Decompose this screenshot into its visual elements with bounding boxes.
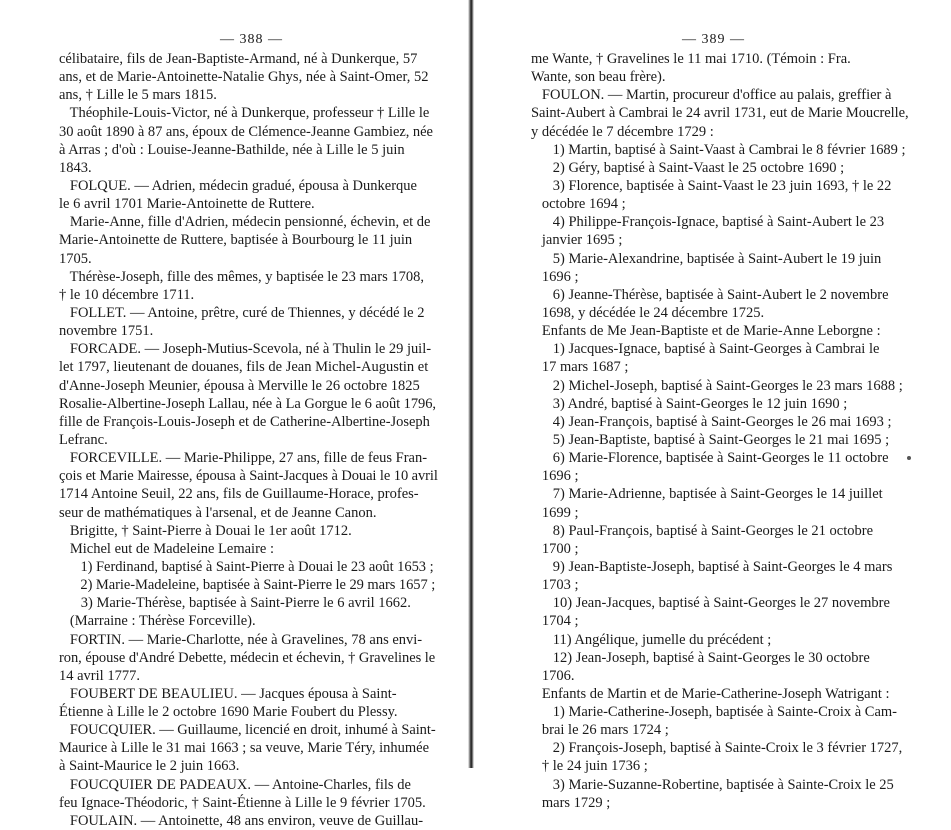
text-line: célibataire, fils de Jean-Baptiste-Armand, né à Dunkerque, 57: [59, 51, 418, 67]
text-line: 17 mars 1687 ;: [531, 359, 629, 376]
text-line: à Arras ; d'où : Louise-Jeanne-Bathilde, née à Lille le 5 juin: [59, 141, 405, 158]
text-line: Marie-Antoinette de Ruttere, baptisée à Bourbourg le 11 juin: [59, 232, 413, 249]
text-line: 8) Paul-François, baptisé à Saint-Georges le 21 octobre: [531, 522, 874, 539]
text-line: ans, † Lille le 5 mars 1815.: [59, 87, 217, 104]
text-line: 4) Jean-François, baptisé à Saint-Georges le 26 mai 1693 ;: [531, 413, 892, 430]
text-line: 12) Jean-Joseph, baptisé à Saint-Georges le 30 octobre: [531, 649, 870, 666]
text-line: 1714 Antoine Seuil, 22 ans, fils de Guillaume-Horace, profes-: [59, 486, 419, 503]
text-line: 11) Angélique, jumelle du précédent ;: [531, 631, 772, 648]
text-line: Saint-Aubert à Cambrai le 24 avril 1731, eut de Marie Moucrelle,: [531, 105, 909, 122]
text-line: 1706.: [531, 667, 575, 684]
text-line: 1) Martin, baptisé à Saint-Vaast à Cambrai le 8 février 1689 ;: [531, 141, 906, 158]
text-line: FOLQUE. — Adrien, médecin gradué, épousa à Dunkerque: [59, 177, 417, 194]
text-line: 1843.: [59, 159, 92, 176]
text-line: Étienne à Lille le 2 octobre 1690 Marie Foubert du Plessy.: [59, 704, 398, 721]
text-line: 2) Marie-Madeleine, baptisée à Saint-Pierre le 29 mars 1657 ;: [59, 577, 436, 594]
text-line: 14 avril 1777.: [59, 667, 140, 684]
text-line: 2) Géry, baptisé à Saint-Vaast le 25 octobre 1690 ;: [531, 159, 845, 176]
page-text: [59, 50, 438, 830]
text-line: FOUCQUIER DE PADEAUX. — Antoine-Charles, fils de: [59, 776, 411, 793]
page-number: — 389 —: [682, 32, 745, 47]
text-line: Enfants de Martin et de Marie-Catherine-Joseph Watrigant :: [531, 685, 890, 702]
text-line: janvier 1695 ;: [531, 232, 623, 249]
right-page: [478, 0, 951, 811]
text-line: 1703 ;: [531, 577, 579, 594]
text-line: seur de mathématiques à l'arsenal, et de Jeanne Canon.: [59, 504, 377, 521]
text-line: FOUBERT DE BEAULIEU. — Jacques épousa à Saint-: [59, 685, 397, 702]
text-line: 6) Marie-Florence, baptisée à Saint-Georges le 11 octobre: [531, 450, 889, 467]
text-line: † le 10 décembre 1711.: [59, 286, 195, 303]
text-line: 5) Jean-Baptiste, baptisé à Saint-Georges le 21 mai 1695 ;: [531, 431, 890, 448]
text-line: y décédée le 7 décembre 1729 :: [531, 123, 714, 140]
text-line: FORTIN. — Marie-Charlotte, née à Gravelines, 78 ans envi-: [59, 631, 423, 648]
text-line: Brigitte, † Saint-Pierre à Douai le 1er août 1712.: [59, 522, 352, 539]
text-line: 2) Michel-Joseph, baptisé à Saint-Georges le 23 mars 1688 ;: [531, 377, 903, 394]
text-line: FOULAIN. — Antoinette, 48 ans environ, veuve de Guillau-: [59, 812, 424, 829]
book-gutter: [468, 0, 474, 768]
page-number: — 388 —: [220, 32, 283, 47]
left-page: [0, 0, 470, 829]
text-line: ans, et de Marie-Antoinette-Natalie Ghys, née à Saint-Omer, 52: [59, 69, 429, 86]
text-line: FORCEVILLE. — Marie-Philippe, 27 ans, fille de feus Fran-: [59, 450, 428, 467]
text-line: me Wante, † Gravelines le 11 mai 1710. (Témoin : Fra.: [531, 51, 851, 67]
text-line: à Saint-Maurice le 2 juin 1663.: [59, 758, 240, 775]
text-line: 1705.: [59, 250, 92, 267]
text-line: 9) Jean-Baptiste-Joseph, baptisé à Saint-Georges le 4 mars: [531, 558, 893, 575]
text-line: Wante, son beau frère).: [531, 69, 666, 86]
text-line: Enfants de Me Jean-Baptiste et de Marie-Anne Leborgne :: [531, 323, 881, 340]
text-line: 30 août 1890 à 87 ans, époux de Clémence-Jeanne Gambiez, née: [59, 123, 433, 140]
text-line: çois et Marie Mairesse, épousa à Saint-Jacques à Douai le 10 avril: [59, 468, 438, 485]
text-line: brai le 26 mars 1724 ;: [531, 722, 669, 739]
text-line: let 1797, lieutenant de douanes, fils de Jean Michel-Augustin et: [59, 359, 429, 376]
text-line: Maurice à Lille le 31 mai 1663 ; sa veuve, Marie Téry, inhumée: [59, 740, 430, 757]
text-line: 1) Ferdinand, baptisé à Saint-Pierre à Douai le 23 août 1653 ;: [59, 558, 434, 575]
text-line: 3) André, baptisé à Saint-Georges le 12 juin 1690 ;: [531, 395, 848, 412]
text-line: FOUCQUIER. — Guillaume, licencié en droit, inhumé à Saint-: [59, 722, 436, 739]
text-line: d'Anne-Joseph Meunier, épousa à Merville le 26 octobre 1825: [59, 377, 420, 394]
ink-speck: [907, 456, 911, 460]
text-line: 7) Marie-Adrienne, baptisée à Saint-Georges le 14 juillet: [531, 486, 883, 503]
text-line: le 6 avril 1701 Marie-Antoinette de Ruttere.: [59, 196, 315, 213]
text-line: 4) Philippe-François-Ignace, baptisé à Saint-Aubert le 23: [531, 214, 885, 231]
text-line: novembre 1751.: [59, 323, 154, 340]
text-line: 1) Jacques-Ignace, baptisé à Saint-Georges à Cambrai le: [531, 341, 880, 358]
text-line: Michel eut de Madeleine Lemaire :: [59, 540, 274, 557]
text-line: 1696 ;: [531, 268, 579, 285]
text-line: mars 1729 ;: [531, 794, 611, 811]
text-line: octobre 1694 ;: [531, 196, 626, 213]
text-line: 3) Marie-Thérèse, baptisée à Saint-Pierre le 6 avril 1662.: [59, 595, 411, 612]
text-line: Rosalie-Albertine-Joseph Lallau, née à La Gorgue le 6 août 1796,: [59, 395, 436, 412]
text-line: 1700 ;: [531, 540, 579, 557]
text-line: 6) Jeanne-Thérèse, baptisée à Saint-Aubert le 2 novembre: [531, 286, 889, 303]
text-line: 2) François-Joseph, baptisé à Sainte-Croix le 3 février 1727,: [531, 740, 903, 757]
text-line: Thérèse-Joseph, fille des mêmes, y baptisée le 23 mars 1708,: [59, 268, 424, 285]
text-line: 1698, y décédée le 24 décembre 1725.: [531, 304, 765, 321]
text-line: † le 24 juin 1736 ;: [531, 758, 648, 775]
text-line: 1699 ;: [531, 504, 579, 521]
page-text: [531, 50, 909, 812]
text-line: FOULON. — Martin, procureur d'office au palais, greffier à: [531, 87, 892, 104]
text-line: FOLLET. — Antoine, prêtre, curé de Thiennes, y décédé le 2: [59, 304, 425, 321]
text-line: FORCADE. — Joseph-Mutius-Scevola, né à Thulin le 29 juil-: [59, 341, 432, 358]
text-line: 10) Jean-Jacques, baptisé à Saint-Georges le 27 novembre: [531, 595, 890, 612]
text-line: feu Ignace-Théodoric, † Saint-Étienne à Lille le 9 février 1705.: [59, 794, 426, 811]
text-line: Marie-Anne, fille d'Adrien, médecin pensionné, échevin, et de: [59, 214, 431, 231]
text-line: 3) Florence, baptisée à Saint-Vaast le 23 juin 1693, † le 22: [531, 177, 892, 194]
text-line: 1696 ;: [531, 468, 579, 485]
text-line: 5) Marie-Alexandrine, baptisée à Saint-Aubert le 19 juin: [531, 250, 882, 267]
text-line: ron, épouse d'André Debette, médecin et échevin, † Gravelines le: [59, 649, 436, 666]
text-line: (Marraine : Thérèse Forceville).: [59, 613, 256, 630]
text-line: Lefranc.: [59, 431, 108, 448]
text-line: 3) Marie-Suzanne-Robertine, baptisée à Sainte-Croix le 25: [531, 776, 894, 793]
text-line: 1704 ;: [531, 613, 579, 630]
text-line: fille de François-Louis-Joseph et de Catherine-Albertine-Joseph: [59, 413, 430, 430]
text-line: 1) Marie-Catherine-Joseph, baptisée à Sainte-Croix à Cam-: [531, 704, 898, 721]
text-line: Théophile-Louis-Victor, né à Dunkerque, professeur † Lille le: [59, 105, 430, 122]
